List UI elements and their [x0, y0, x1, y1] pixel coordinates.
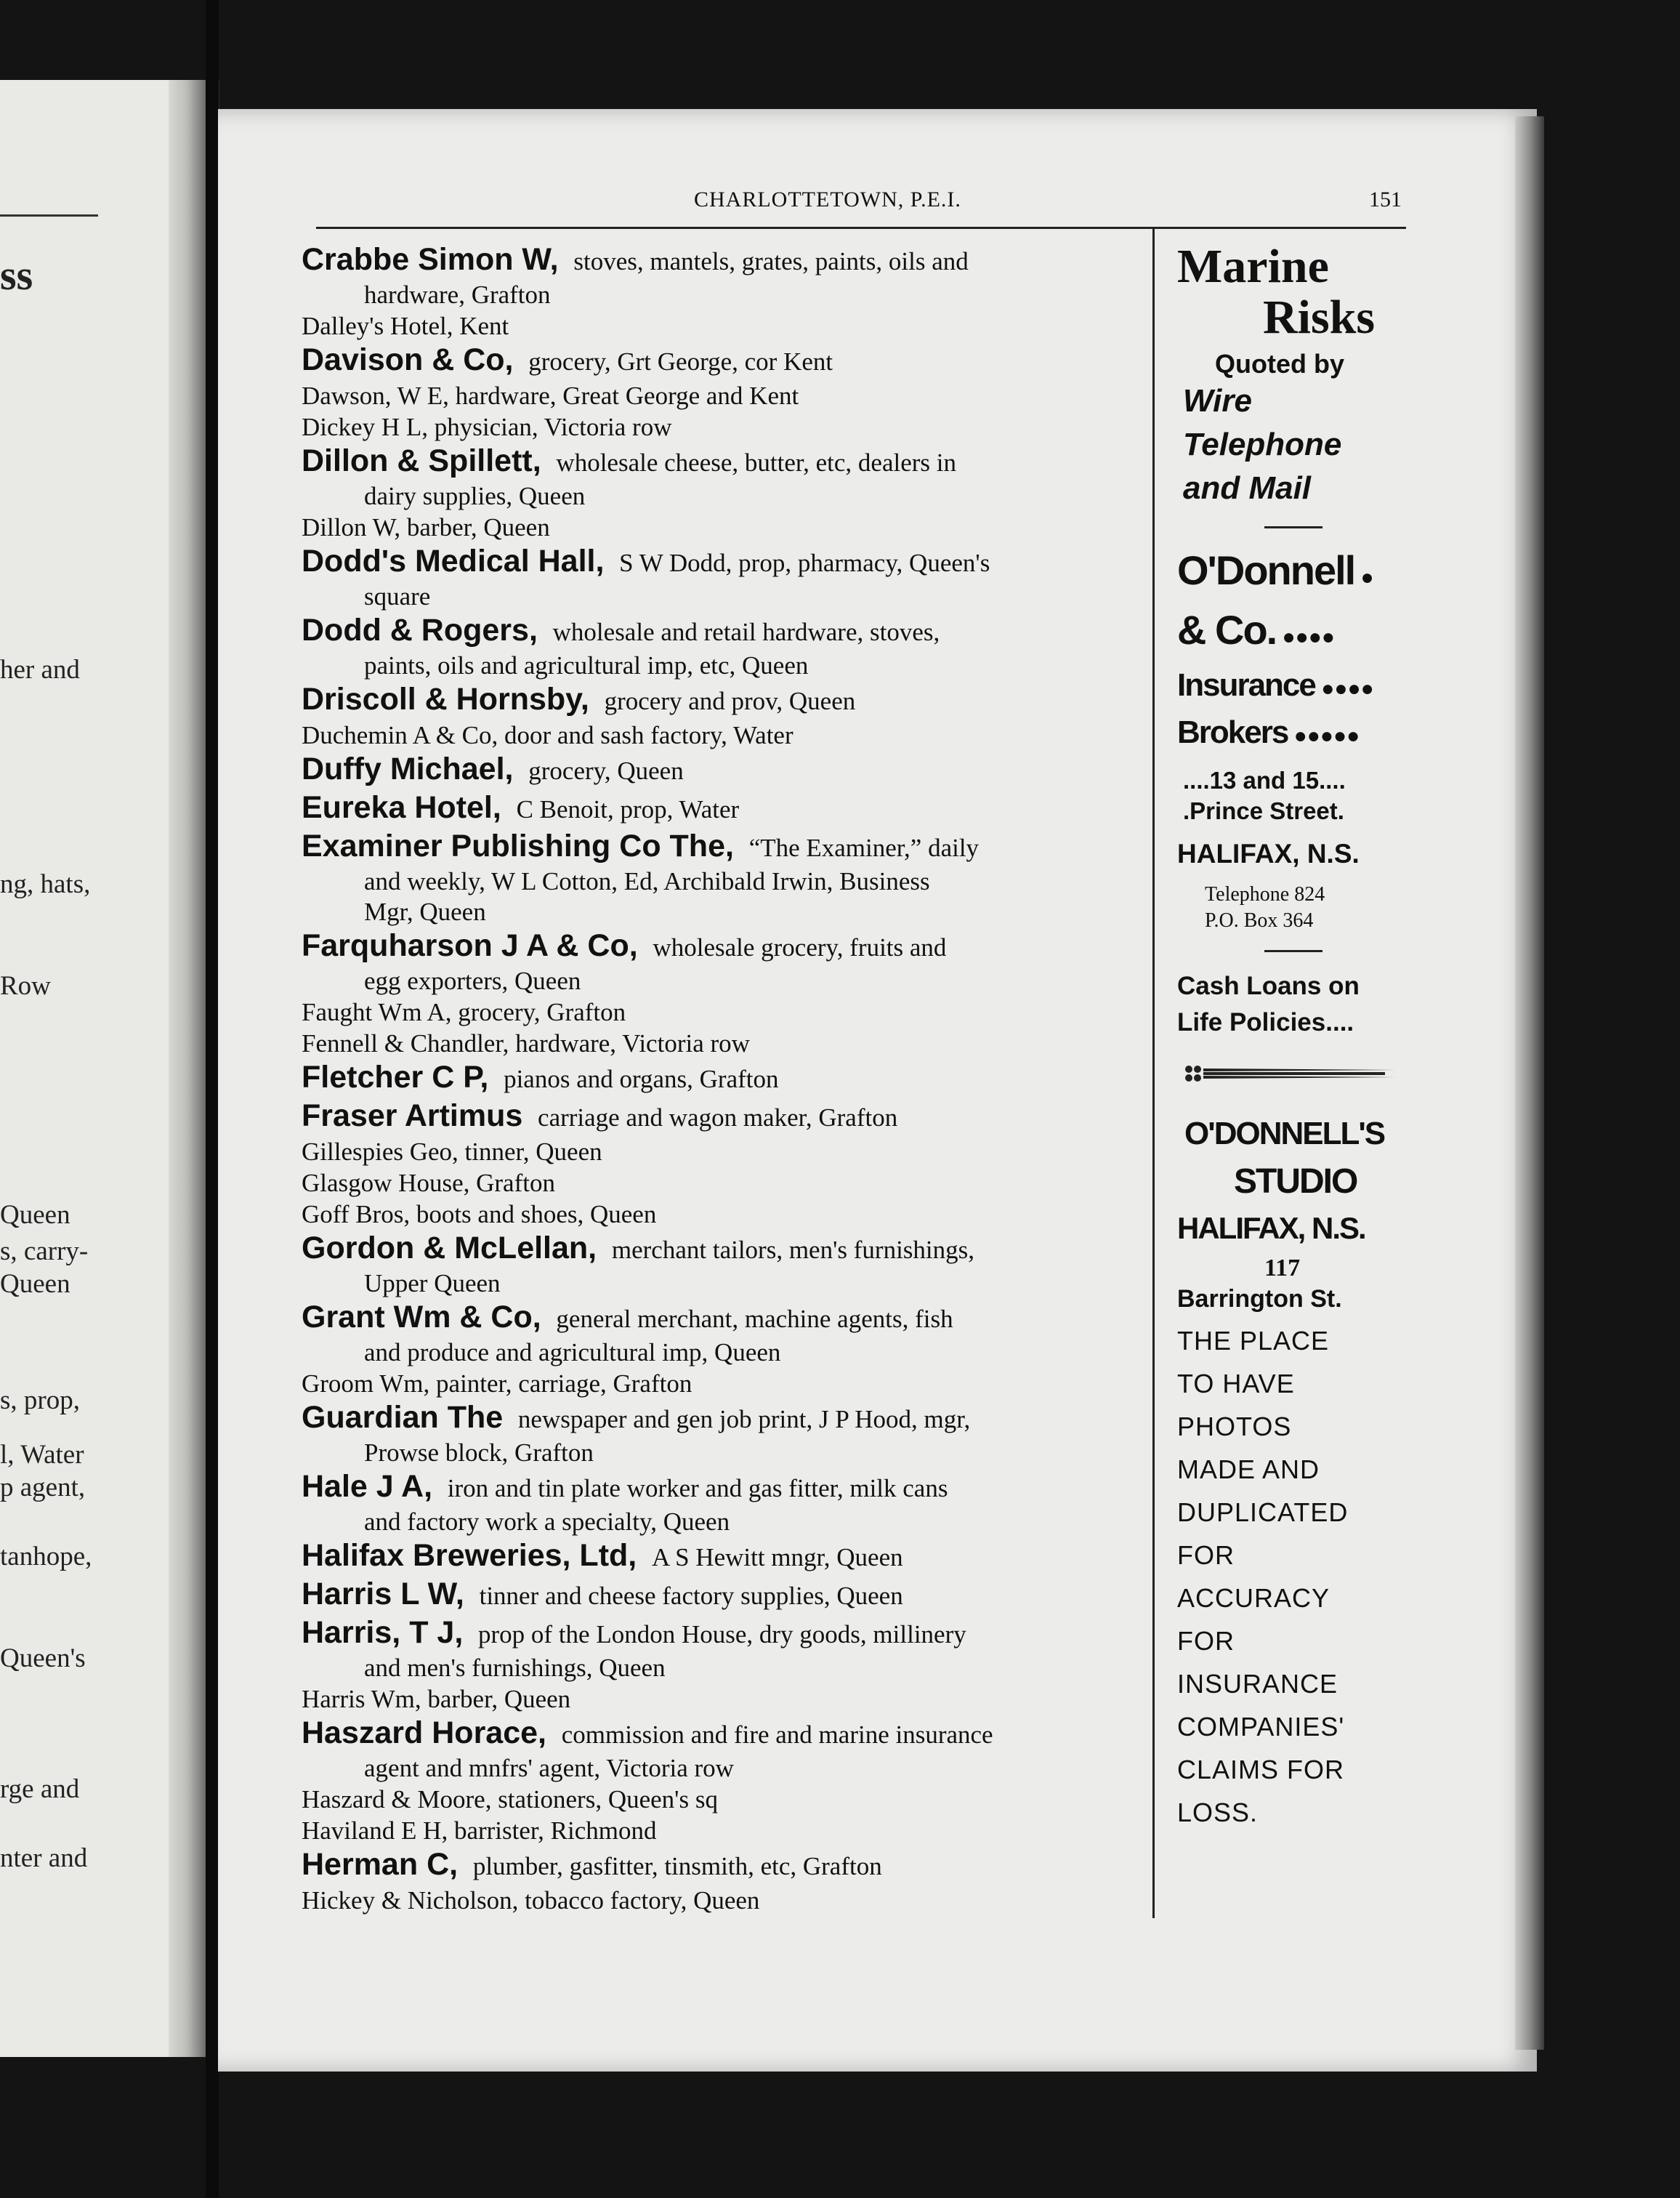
- ad-pitch-line: THE PLACE: [1177, 1326, 1330, 1356]
- left-page-text: s, prop,: [0, 1385, 80, 1415]
- left-page-text: Queen's: [0, 1643, 86, 1673]
- entry-text: Groom Wm, painter, carriage, Grafton: [302, 1369, 692, 1398]
- ad-pitch-line: DUPLICATED: [1177, 1497, 1349, 1527]
- entry-description: wholesale and retail hardware, stoves,: [552, 618, 940, 646]
- directory-entry: [302, 1784, 1159, 1815]
- directory-entry: [302, 681, 1159, 720]
- ad-pitch-line: INSURANCE: [1177, 1669, 1338, 1699]
- entry-name: Davison & Co,: [302, 342, 514, 377]
- directory-entry: [302, 1028, 1159, 1059]
- directory-entry: [302, 1199, 1159, 1230]
- entry-name: Halifax Breweries, Ltd,: [302, 1538, 637, 1573]
- directory-entry: [302, 1683, 1159, 1715]
- entry-description: pianos and organs, Grafton: [504, 1065, 779, 1093]
- running-head: CHARLOTTETOWN, P.E.I.: [694, 188, 961, 212]
- advertisement-column: [1177, 241, 1417, 1834]
- entry-name: Crabbe Simon W,: [302, 242, 559, 277]
- directory-entry: [302, 1537, 1159, 1576]
- directory-entry: [302, 443, 1159, 512]
- entry-text: Dickey H L, physician, Victoria row: [302, 413, 672, 441]
- entry-description: wholesale cheese, butter, etc, dealers in: [556, 448, 956, 477]
- ad-title: O'Donnell: [1177, 547, 1355, 593]
- ad-pitch-line: PHOTOS: [1177, 1412, 1292, 1441]
- ad-text: Wire: [1183, 383, 1252, 419]
- entry-name: Hale J A,: [302, 1469, 433, 1504]
- entry-text: Dalley's Hotel, Kent: [302, 312, 509, 340]
- ad-text: 117: [1264, 1255, 1301, 1281]
- ad-divider: [1264, 526, 1322, 528]
- entry-continuation: paints, oils and agricultural imp, etc, Queen: [364, 651, 809, 680]
- directory-entry: [302, 1136, 1159, 1167]
- directory-entry: [302, 1098, 1159, 1136]
- ad-pitch-line: LOSS.: [1177, 1798, 1259, 1827]
- left-page-text: s, carry-: [0, 1236, 89, 1266]
- left-page-text: Queen: [0, 1200, 70, 1230]
- ad-text: .Prince Street.: [1183, 797, 1344, 824]
- directory-entry: [302, 789, 1159, 828]
- ad-text: Telephone 824: [1205, 883, 1325, 906]
- entry-name: Examiner Publishing Co The,: [302, 829, 734, 864]
- directory-entry: [302, 1815, 1159, 1846]
- ad-pitch: [1177, 1319, 1417, 1834]
- entry-name: Harris L W,: [302, 1577, 464, 1611]
- entry-description: carriage and wagon maker, Grafton: [538, 1103, 898, 1132]
- odonnells-studio-ad: [1177, 1110, 1417, 1834]
- entry-name: Grant Wm & Co,: [302, 1300, 541, 1334]
- entry-text: Haviland E H, barrister, Richmond: [302, 1816, 657, 1845]
- left-page-text: rge and: [0, 1774, 80, 1804]
- directory-entry: [302, 411, 1159, 443]
- ad-pitch-line: COMPANIES': [1177, 1712, 1345, 1742]
- directory-entry: [302, 1059, 1159, 1098]
- directory-entry: [302, 1299, 1159, 1368]
- entry-continuation: and factory work a specialty, Queen: [364, 1507, 730, 1536]
- entry-text: Haszard & Moore, stationers, Queen's sq: [302, 1785, 718, 1813]
- entry-description: S W Dodd, prop, pharmacy, Queen's: [619, 549, 990, 577]
- ad-pitch-line: TO HAVE: [1177, 1369, 1295, 1398]
- entry-name: Duffy Michael,: [302, 752, 514, 786]
- directory-entry: [302, 380, 1159, 411]
- entry-name: Fletcher C P,: [302, 1060, 489, 1095]
- entry-description: plumber, gasfitter, tinsmith, etc, Grafton: [472, 1852, 882, 1880]
- ad-pitch-line: FOR: [1177, 1626, 1235, 1656]
- entry-name: Herman C,: [302, 1847, 459, 1882]
- ad-pitch-line: CLAIMS FOR: [1177, 1755, 1345, 1784]
- ad-title: Marine: [1177, 240, 1329, 293]
- left-page-text: her and: [0, 655, 80, 685]
- entry-description: grocery, Queen: [528, 757, 684, 785]
- directory-entry: [302, 1614, 1159, 1683]
- entry-text: Dillon W, barber, Queen: [302, 513, 550, 542]
- ad-pitch-line: MADE AND: [1177, 1454, 1320, 1484]
- ad-text: HALIFAX, N.S.: [1177, 1211, 1365, 1245]
- entry-continuation: agent and mnfrs' agent, Victoria row: [364, 1754, 734, 1782]
- ornamental-rule-icon: [1182, 1063, 1417, 1088]
- entry-name: Harris, T J,: [302, 1615, 464, 1650]
- entry-continuation: Upper Queen: [364, 1269, 501, 1297]
- entry-text: Harris Wm, barber, Queen: [302, 1685, 571, 1713]
- directory-entry: [302, 543, 1159, 612]
- entry-text: Gillespies Geo, tinner, Queen: [302, 1138, 602, 1166]
- ad-text: and Mail: [1183, 470, 1312, 506]
- directory-entry: [302, 1468, 1159, 1537]
- entry-text: Glasgow House, Grafton: [302, 1169, 555, 1197]
- ad-text: Brokers: [1177, 714, 1288, 750]
- ad-text: ....13 and 15....: [1183, 767, 1346, 794]
- entry-continuation: and produce and agricultural imp, Queen: [364, 1338, 781, 1366]
- ad-text: Cash Loans on: [1177, 972, 1360, 1000]
- entry-description: “The Examiner,” daily: [748, 834, 980, 862]
- entry-name: Guardian The: [302, 1400, 504, 1435]
- entry-description: general merchant, machine agents, fish: [556, 1305, 953, 1333]
- book-gutter: [206, 0, 219, 2198]
- directory-entry: [302, 1846, 1159, 1885]
- left-page-text: ng, hats,: [0, 869, 91, 899]
- left-page-text: Row: [0, 971, 51, 1001]
- marine-risks-ad: [1177, 241, 1417, 510]
- directory-entry: [302, 927, 1159, 997]
- left-page-text: Queen: [0, 1269, 70, 1299]
- directory-entry: [302, 1399, 1159, 1468]
- entry-description: grocery and prov, Queen: [604, 687, 856, 715]
- directory-entry: [302, 1167, 1159, 1199]
- ad-text: Barrington St.: [1177, 1285, 1342, 1313]
- entry-continuation: and weekly, W L Cotton, Ed, Archibald Irwin, Business: [364, 867, 930, 895]
- entry-continuation: square: [364, 582, 431, 611]
- odonnell-insurance-ad: [1177, 544, 1417, 1041]
- entry-name: Haszard Horace,: [302, 1715, 546, 1750]
- directory-entry: [302, 612, 1159, 681]
- entry-continuation: Prowse block, Grafton: [364, 1438, 594, 1467]
- directory-entry: [302, 512, 1159, 543]
- ornament-icon: ●●●●: [1314, 677, 1374, 701]
- ad-text: Quoted by: [1215, 349, 1344, 379]
- directory-entry: [302, 1368, 1159, 1399]
- ad-text: Insurance: [1177, 667, 1315, 703]
- directory-entry: [302, 751, 1159, 789]
- entry-name: Eureka Hotel,: [302, 790, 501, 825]
- entry-text: Duchemin A & Co, door and sash factory, Water: [302, 721, 793, 749]
- ornament-icon: ●●●●: [1276, 625, 1336, 649]
- directory-entry: [302, 1885, 1159, 1916]
- entry-description: stoves, mantels, grates, paints, oils and: [573, 247, 969, 275]
- entry-description: A S Hewitt mngr, Queen: [651, 1543, 903, 1571]
- entry-text: Dawson, W E, hardware, Great George and Kent: [302, 382, 799, 410]
- directory-entry: [302, 828, 1159, 927]
- entry-continuation: dairy supplies, Queen: [364, 482, 586, 510]
- page-edge-shadow: [1515, 116, 1544, 2050]
- ad-divider: [1264, 950, 1322, 952]
- ornament-icon: ●●●●●: [1288, 724, 1360, 748]
- entry-description: tinner and cheese factory supplies, Queen: [479, 1582, 903, 1610]
- left-page-rule: [0, 214, 98, 217]
- ornament-icon: ●: [1354, 565, 1374, 589]
- directory-entry: [302, 342, 1159, 380]
- entry-name: Fraser Artimus: [302, 1098, 523, 1133]
- entry-continuation: Mgr, Queen: [364, 898, 486, 926]
- ad-text: P.O. Box 364: [1205, 909, 1314, 932]
- entry-name: Dodd & Rogers,: [302, 613, 538, 648]
- entry-name: Dodd's Medical Hall,: [302, 544, 605, 579]
- entry-text: Fennell & Chandler, hardware, Victoria row: [302, 1029, 750, 1058]
- entry-description: newspaper and gen job print, J P Hood, mgr,: [517, 1405, 971, 1433]
- ad-title: O'DONNELL'S: [1184, 1116, 1385, 1151]
- directory-entry: [302, 720, 1159, 751]
- entry-continuation: hardware, Grafton: [364, 281, 551, 309]
- left-page-text: p agent,: [0, 1473, 86, 1502]
- directory-entry: [302, 1576, 1159, 1614]
- ad-pitch-line: ACCURACY: [1177, 1583, 1330, 1613]
- entry-description: iron and tin plate worker and gas fitter, milk cans: [447, 1474, 948, 1502]
- ad-text: Telephone: [1183, 427, 1342, 462]
- entry-description: grocery, Grt George, cor Kent: [528, 347, 833, 376]
- directory-listing: [302, 241, 1159, 1916]
- directory-entry: [302, 241, 1159, 310]
- left-page-text: ss: [0, 251, 33, 299]
- header-rule: [316, 227, 1406, 229]
- entry-description: C Benoit, prop, Water: [516, 795, 740, 824]
- ad-title: STUDIO: [1234, 1162, 1357, 1201]
- entry-description: merchant tailors, men's furnishings,: [611, 1236, 975, 1264]
- entry-name: Farquharson J A & Co,: [302, 928, 638, 963]
- entry-description: wholesale grocery, fruits and: [653, 933, 947, 962]
- directory-entry: [302, 1715, 1159, 1784]
- ad-title: Risks: [1263, 291, 1376, 344]
- ad-title: & Co.: [1177, 607, 1277, 653]
- entry-name: Driscoll & Hornsby,: [302, 682, 589, 717]
- directory-entry: [302, 310, 1159, 342]
- left-page-text: tanhope,: [0, 1542, 92, 1571]
- ad-text: Life Policies....: [1177, 1008, 1354, 1036]
- entry-text: Goff Bros, boots and shoes, Queen: [302, 1200, 657, 1228]
- entry-text: Faught Wm A, grocery, Grafton: [302, 998, 626, 1026]
- left-page-text: nter and: [0, 1843, 88, 1873]
- ad-pitch-line: FOR: [1177, 1540, 1235, 1570]
- page-number: 151: [1369, 188, 1402, 212]
- entry-name: Gordon & McLellan,: [302, 1231, 597, 1265]
- entry-name: Dillon & Spillett,: [302, 443, 541, 478]
- entry-description: prop of the London House, dry goods, millinery: [478, 1620, 966, 1648]
- entry-continuation: egg exporters, Queen: [364, 967, 581, 995]
- entry-text: Hickey & Nicholson, tobacco factory, Queen: [302, 1886, 760, 1915]
- ad-text: HALIFAX, N.S.: [1177, 839, 1360, 869]
- entry-continuation: and men's furnishings, Queen: [364, 1654, 666, 1682]
- entry-description: commission and fire and marine insurance: [561, 1720, 993, 1749]
- directory-entry: [302, 1230, 1159, 1299]
- left-page-text: l, Water: [0, 1440, 84, 1470]
- directory-entry: [302, 997, 1159, 1028]
